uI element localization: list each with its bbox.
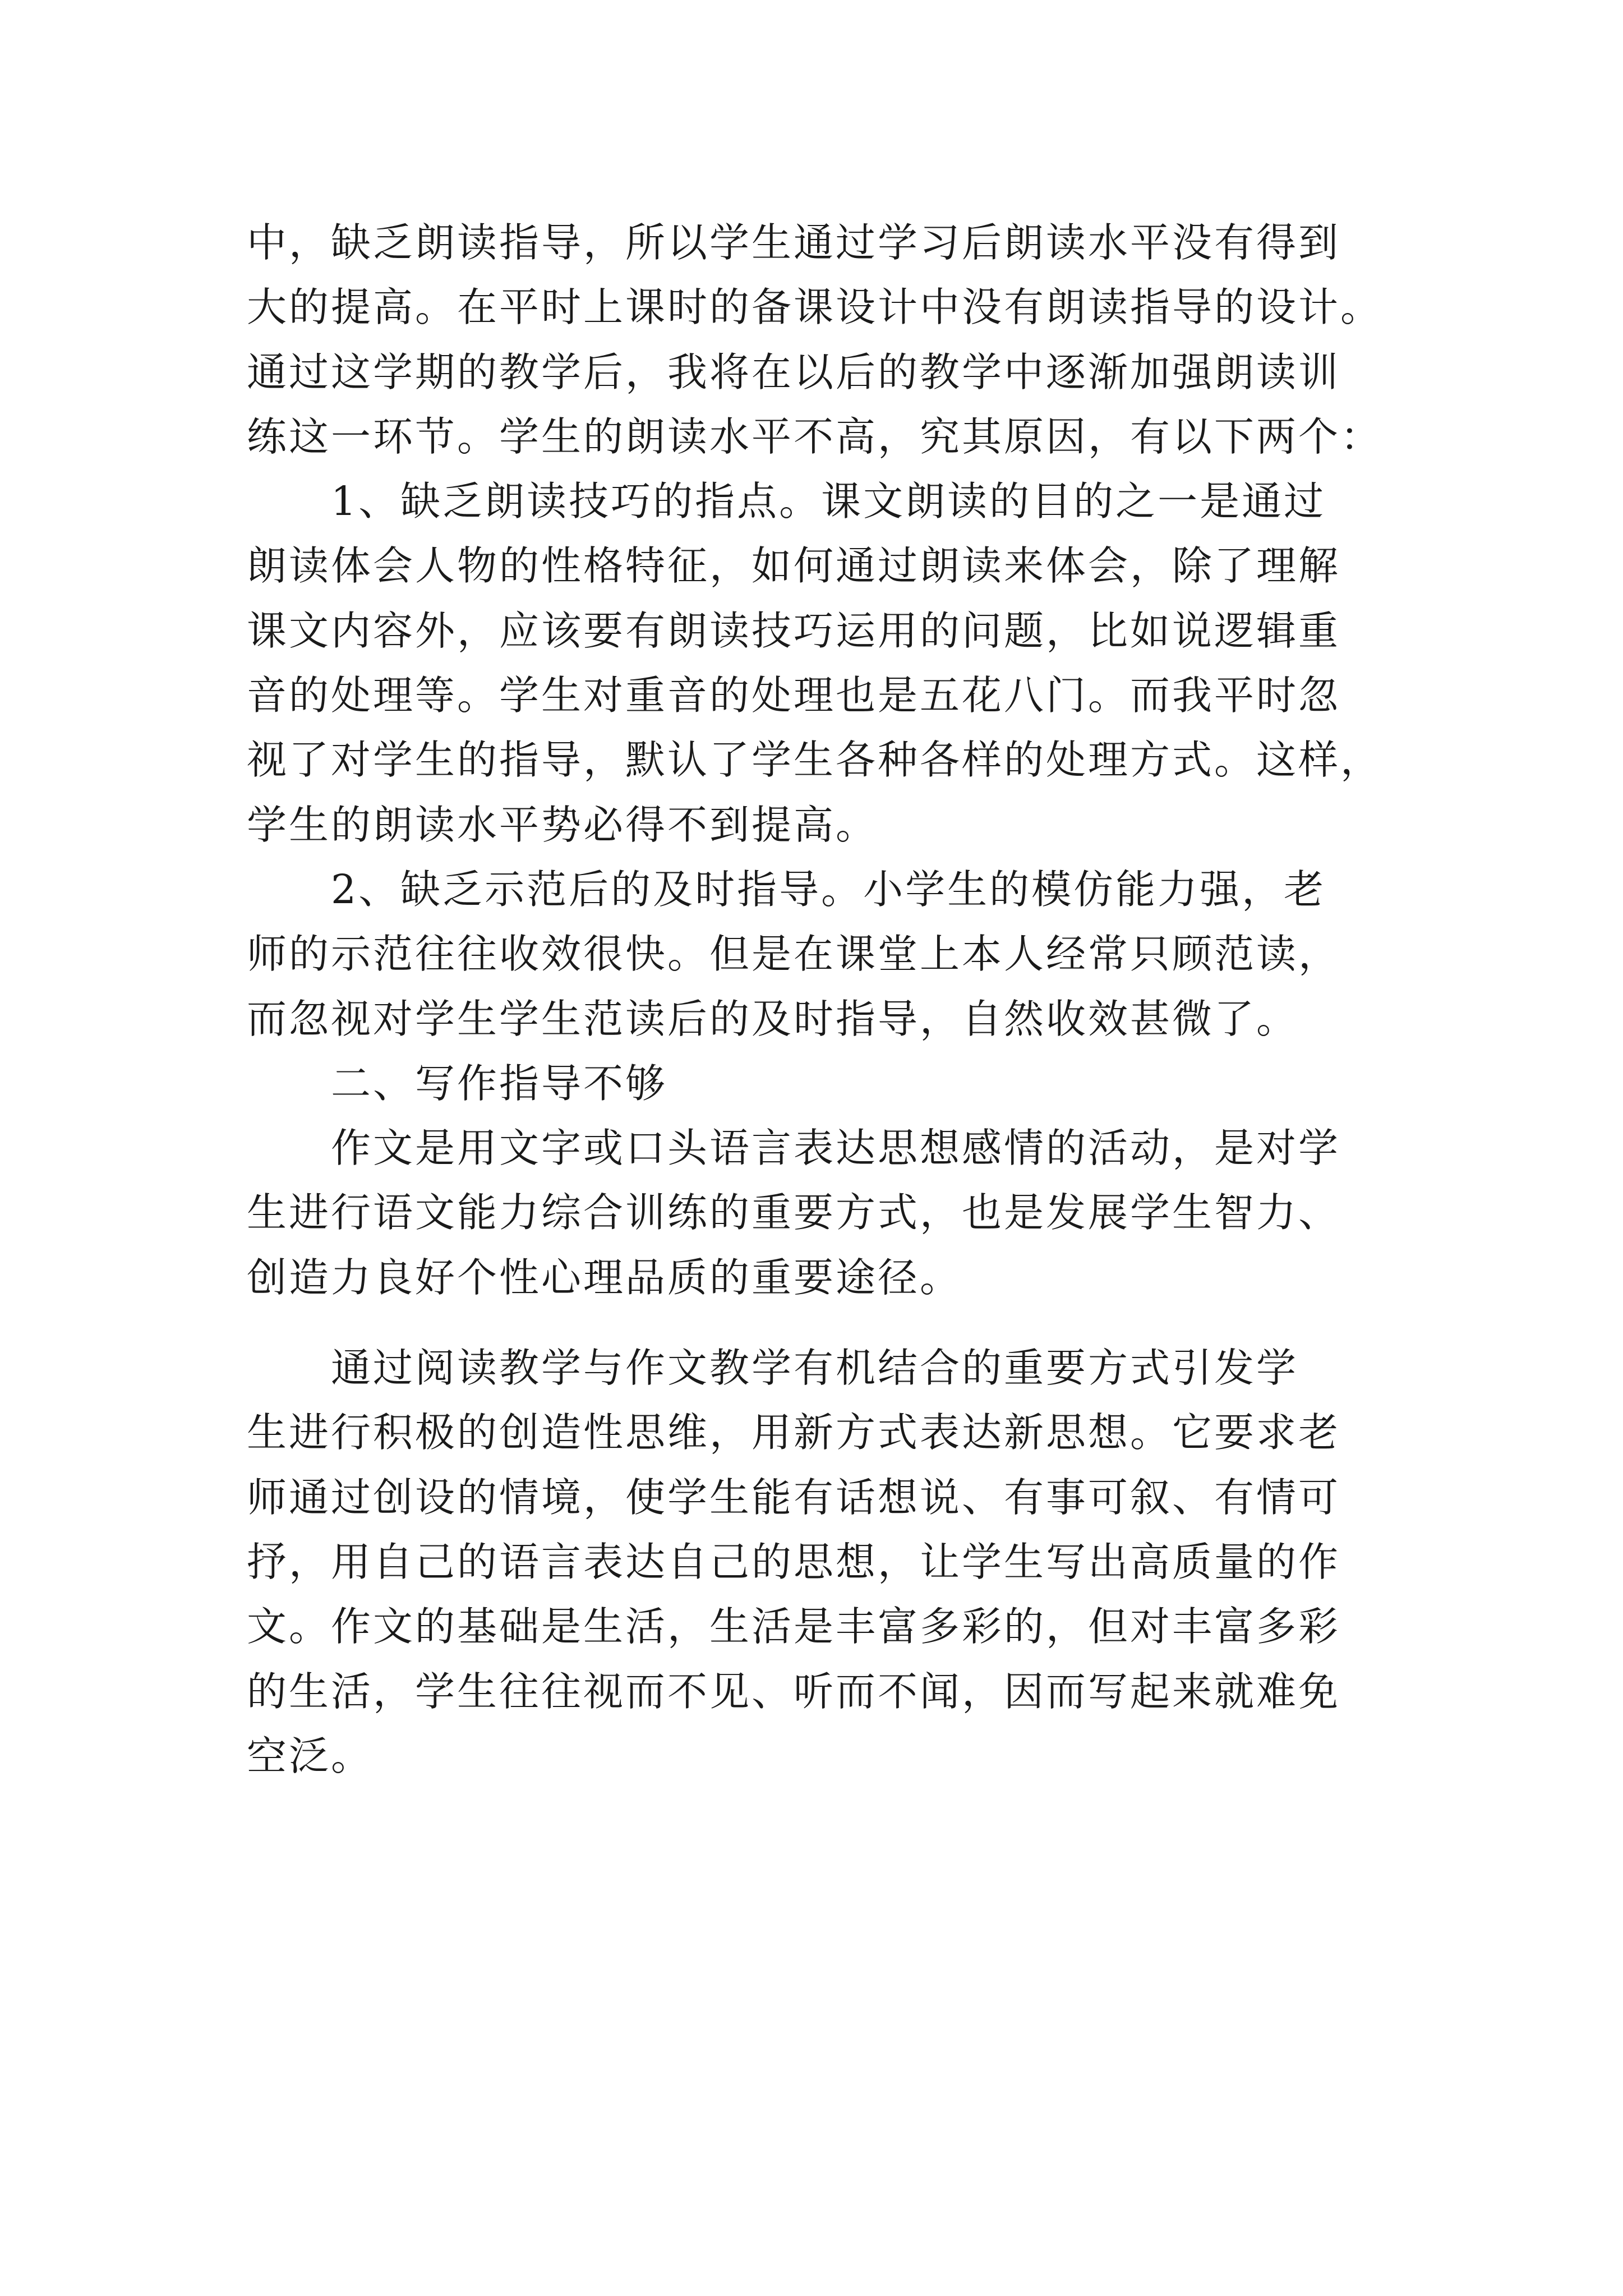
- text-line: 中，缺乏朗读指导，所以学生通过学习后朗读水平没有得到: [247, 219, 1341, 266]
- text-line: 空泛。: [247, 1732, 374, 1779]
- body-text: [247, 210, 1441, 1788]
- text-line: 抒，用自己的语言表达自己的思想，让学生写出高质量的作: [247, 1538, 1341, 1585]
- text-line: 视了对学生的指导，默认了学生各种各样的处理方式。这样，: [247, 737, 1383, 784]
- text-line: 师的示范往往收效很快。但是在课堂上本人经常只顾范读，: [247, 931, 1341, 978]
- text-line: 创造力良好个性心理品质的重要途径。: [247, 1254, 962, 1301]
- text-line: 2、缺乏示范后的及时指导。小学生的模仿能力强，老: [331, 866, 1326, 913]
- text-line: 课文内容外，应该要有朗读技巧运用的问题，比如说逻辑重: [247, 607, 1341, 654]
- text-line: 作文是用文字或口头语言表达思想感情的活动，是对学: [331, 1125, 1341, 1172]
- text-line: 通过这学期的教学后，我将在以后的教学中逐渐加强朗读训: [247, 348, 1341, 395]
- text-line: 练这一环节。学生的朗读水平不高，究其原因，有以下两个：: [247, 413, 1383, 460]
- text-line: 的生活，学生往往视而不见、听而不闻，因而写起来就难免: [247, 1668, 1341, 1715]
- text-line: 而忽视对学生学生范读后的及时指导，自然收效甚微了。: [247, 995, 1299, 1042]
- text-line: 大的提高。在平时上课时的备课设计中没有朗读指导的设计。: [247, 284, 1383, 331]
- text-line: 文。作文的基础是生活，生活是丰富多彩的，但对丰富多彩: [247, 1603, 1341, 1650]
- text-line: 生进行积极的创造性思维，用新方式表达新思想。它要求老: [247, 1409, 1341, 1456]
- text-line: 朗读体会人物的性格特征，如何通过朗读来体会，除了理解: [247, 542, 1341, 590]
- text-line: 音的处理等。学生对重音的处理也是五花八门。而我平时忽: [247, 672, 1341, 719]
- section-heading: 二、写作指导不够: [331, 1060, 668, 1107]
- text-line: 生进行语文能力综合训练的重要方式，也是发展学生智力、: [247, 1189, 1341, 1236]
- text-line: 1、缺乏朗读技巧的指点。课文朗读的目的之一是通过: [331, 478, 1326, 525]
- text-line: 师通过创设的情境，使学生能有话想说、有事可叙、有情可: [247, 1474, 1341, 1521]
- text-line: 通过阅读教学与作文教学有机结合的重要方式引发学: [331, 1345, 1299, 1392]
- text-line: 学生的朗读水平势必得不到提高。: [247, 801, 878, 848]
